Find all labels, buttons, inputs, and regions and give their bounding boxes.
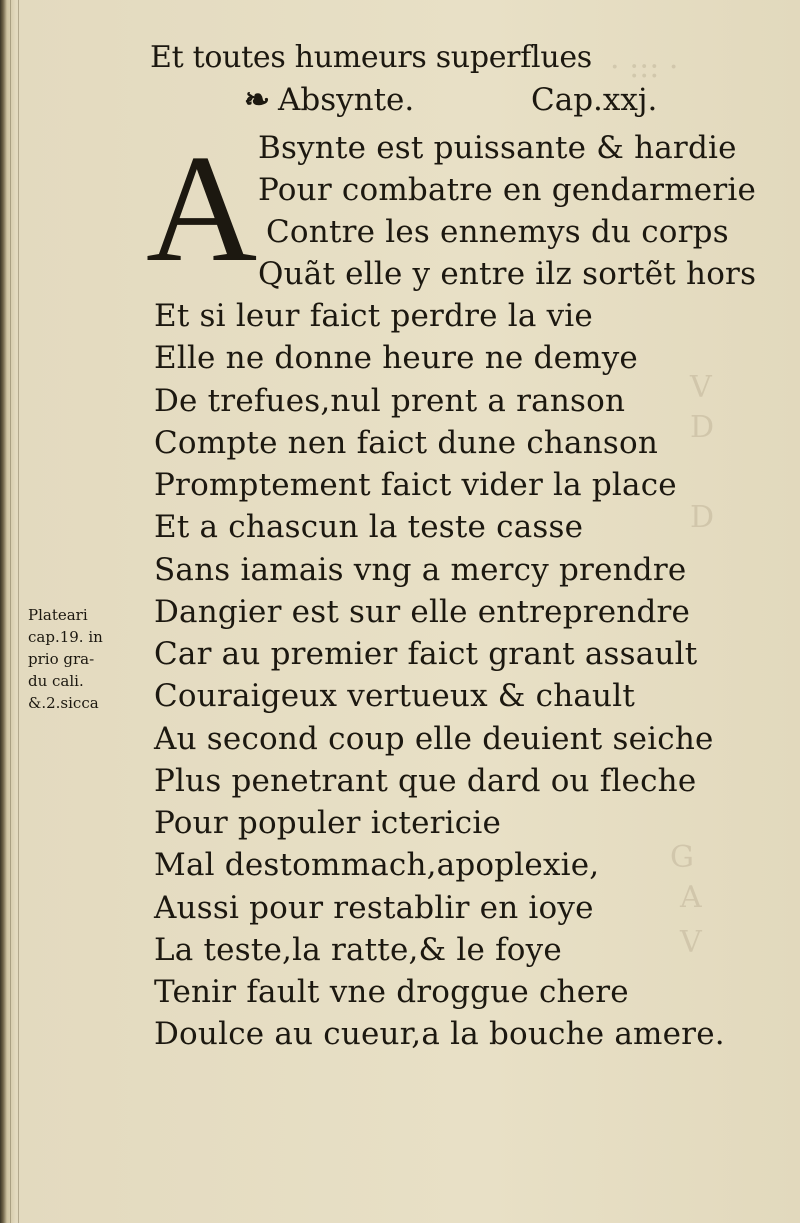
- verse-line: Contre les ennemys du corps: [266, 214, 729, 250]
- verse-line: Car au premier faict grant assault: [154, 636, 698, 672]
- marginal-note-line: prio gra-: [28, 650, 95, 668]
- verse-line: De trefues,nul prent a ranson: [154, 383, 626, 419]
- bleed-through-text: D: [690, 410, 715, 445]
- verse-line: Elle ne donne heure ne demye: [154, 340, 638, 376]
- verse-line: Couraigeux vertueux & chault: [154, 678, 635, 714]
- verse-line: Mal destommach,apoplexie,: [154, 847, 600, 883]
- gutter-fold: [10, 0, 11, 1223]
- verse-line: Bsynte est puissante & hardie: [258, 130, 737, 166]
- drop-cap: A: [146, 124, 258, 294]
- bleed-through-text: V: [680, 925, 702, 960]
- bleed-through-text: · ::: ·: [610, 50, 679, 85]
- bleed-through-text: G: [670, 840, 694, 875]
- running-head: Et toutes humeurs superflues: [150, 40, 592, 75]
- verse-line: Au second coup elle deuient seiche: [154, 721, 714, 757]
- fleuron-icon: ❧: [244, 82, 270, 118]
- marginal-note-line: du cali.: [28, 672, 84, 690]
- verse-line: Compte nen faict dune chanson: [154, 425, 659, 461]
- verse-line: Pour combatre en gendarmerie: [258, 172, 757, 208]
- marginal-note-line: Plateari: [28, 606, 88, 624]
- chapter-heading: [244, 82, 658, 118]
- chapter-title: Absynte.: [277, 82, 415, 118]
- bleed-through-text: V: [690, 370, 712, 405]
- verse-line: Aussi pour restablir en ioye: [154, 890, 594, 926]
- marginal-note-line: &.2.sicca: [28, 694, 99, 712]
- gutter-fold-inner: [18, 0, 19, 1223]
- bleed-through-text: A: [680, 880, 702, 915]
- bleed-through-text: D: [690, 500, 715, 535]
- verse-line: Doulce au cueur,a la bouche amere.: [154, 1016, 725, 1052]
- verse-line: Et a chascun la teste casse: [154, 509, 584, 545]
- verse-line: La teste,la ratte,& le foye: [154, 932, 562, 968]
- verse-line: Plus penetrant que dard ou fleche: [154, 763, 697, 799]
- verse-line: Pour populer ictericie: [154, 805, 501, 841]
- verse-line: Promptement faict vider la place: [154, 467, 677, 503]
- verse-line: Dangier est sur elle entreprendre: [154, 594, 691, 630]
- verse-line: Sans iamais vng a mercy prendre: [154, 552, 687, 588]
- verse-line: Tenir fault vne droggue chere: [154, 974, 629, 1010]
- marginal-note-line: cap.19. in: [28, 628, 103, 646]
- verse-line: Et si leur faict perdre la vie: [154, 298, 593, 334]
- verse-line: Quãt elle y entre ilz sortẽt hors: [258, 256, 757, 292]
- marginal-note: [28, 604, 103, 714]
- chapter-number: Cap.xxj.: [531, 82, 658, 118]
